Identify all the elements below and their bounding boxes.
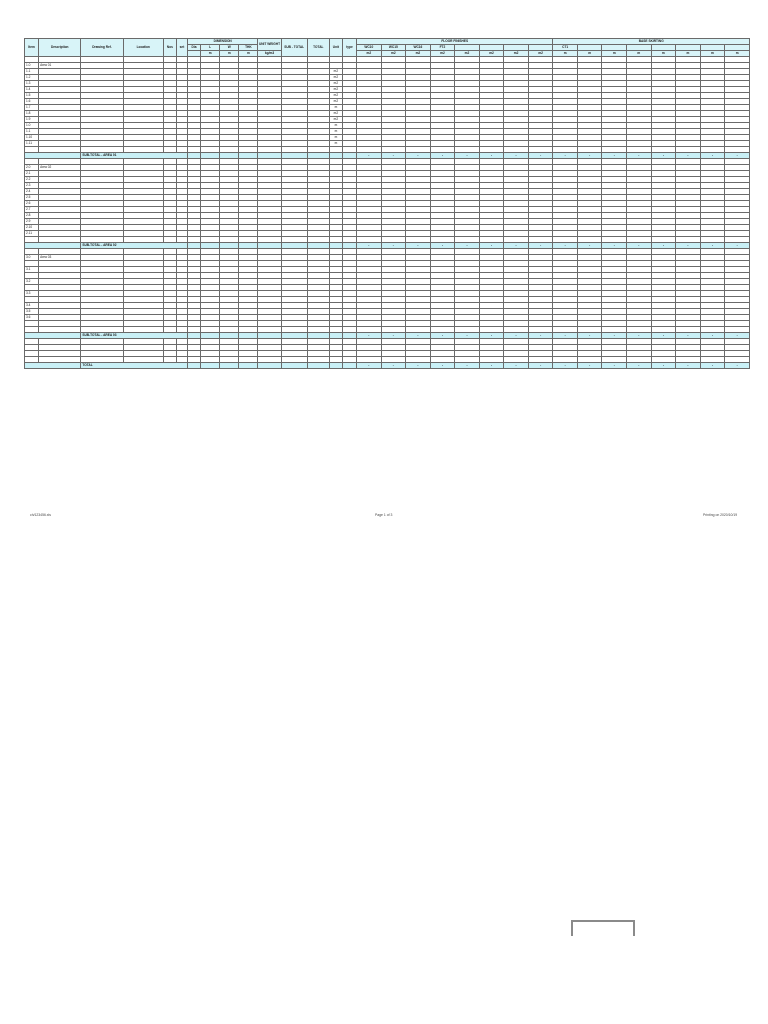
total-value: - (528, 363, 553, 369)
subtotal-label: SUB-TOTAL - AREA 03 (81, 333, 188, 339)
grid-cell (188, 363, 201, 369)
header-bs-unit: m (553, 51, 578, 57)
subtotal-value: - (479, 333, 504, 339)
grid-cell (329, 363, 342, 369)
unit-value: m (329, 105, 342, 111)
header-type: type (342, 39, 356, 57)
unit-value: m (329, 141, 342, 147)
subtotal-value: - (455, 333, 480, 339)
item-number: 1.9 (25, 117, 39, 123)
unit-value: m (329, 123, 342, 129)
header-bs-unit: m (627, 51, 652, 57)
item-number: 2.3 (25, 183, 39, 189)
header-bs-unit: m (577, 51, 602, 57)
item-number: 2.7 (25, 207, 39, 213)
header-l: L (201, 45, 220, 51)
item-number: 1.8 (25, 111, 39, 117)
unit-value: m2 (329, 75, 342, 81)
item-number: 3.2 (25, 279, 39, 285)
total-value: - (651, 363, 676, 369)
total-value: - (602, 363, 627, 369)
takeoff-grid (24, 38, 750, 369)
footer-filename: ch/123456.xls (30, 513, 51, 517)
item-number: 2.2 (25, 177, 39, 183)
header-bs-unit: m (700, 51, 725, 57)
subtotal-value: - (357, 243, 382, 249)
subtotal-value: - (430, 153, 455, 159)
section-name: Area 02 (39, 165, 81, 171)
subtotal-value: - (627, 243, 652, 249)
subtotal-label: SUB-TOTAL - AREA 01 (81, 153, 188, 159)
header-bs-unit: m (676, 51, 701, 57)
header-description: Description (39, 39, 81, 57)
header-item: Item (25, 39, 39, 57)
header-bs-code: CT1 (553, 45, 578, 51)
unit-value: m2 (329, 93, 342, 99)
subtotal-value: - (627, 333, 652, 339)
item-number: 2.5 (25, 195, 39, 201)
subtotal-value: - (430, 243, 455, 249)
section-name: Area 03 (39, 255, 81, 261)
item-number: 3.1 (25, 267, 39, 273)
item-number: 3.4 (25, 303, 39, 309)
item-number: 1.1 (25, 69, 39, 75)
subtotal-value: - (504, 153, 529, 159)
total-value: - (553, 363, 578, 369)
header-ff-unit: m2 (406, 51, 431, 57)
subtotal-value: - (725, 243, 750, 249)
subtotal-value: - (528, 333, 553, 339)
subtotal-value: - (651, 243, 676, 249)
item-number: 2.9 (25, 219, 39, 225)
subtotal-value: - (651, 333, 676, 339)
section-number: 1.0 (25, 63, 39, 69)
header-unit: Unit (329, 39, 342, 57)
header-unit-w: m (220, 51, 239, 57)
header-set: set (176, 39, 187, 57)
total-row (25, 363, 750, 369)
header-ff-unit: m2 (528, 51, 553, 57)
item-number: 2.6 (25, 201, 39, 207)
item-number: 3.6 (25, 315, 39, 321)
header-total: TOTAL (307, 39, 329, 57)
total-value: - (577, 363, 602, 369)
subtotal-value: - (676, 243, 701, 249)
header-w: W (220, 45, 239, 51)
subtotal-value: - (577, 243, 602, 249)
header-ff-unit: m2 (381, 51, 406, 57)
header-dia: Dia (188, 45, 201, 51)
scroll-bracket-shape (571, 920, 635, 936)
header-base-skirting: BASE SKIRTING (553, 39, 750, 45)
unit-value: m2 (329, 111, 342, 117)
unit-value: m2 (329, 87, 342, 93)
subtotal-value: - (700, 333, 725, 339)
subtotal-value: - (479, 153, 504, 159)
item-number: 1.1 (25, 129, 39, 135)
section-name: Area 01 (39, 63, 81, 69)
subtotal-value: - (577, 153, 602, 159)
total-value: - (725, 363, 750, 369)
unit-value: m2 (329, 99, 342, 105)
subtotal-value: - (528, 243, 553, 249)
header-bs-unit: m (725, 51, 750, 57)
header-bs-unit: m (602, 51, 627, 57)
item-number: 1.10 (25, 135, 39, 141)
total-value: - (430, 363, 455, 369)
header-ff-unit: m2 (430, 51, 455, 57)
grid-cell (281, 363, 307, 369)
subtotal-value: - (602, 153, 627, 159)
subtotal-value: - (381, 243, 406, 249)
subtotal-value: - (725, 153, 750, 159)
item-number: 1.3 (25, 81, 39, 87)
subtotal-value: - (357, 153, 382, 159)
subtotal-value: - (553, 333, 578, 339)
subtotal-value: - (602, 243, 627, 249)
subtotal-value: - (725, 333, 750, 339)
header-thk: THK (239, 45, 258, 51)
item-number: 1.7 (25, 105, 39, 111)
subtotal-value: - (406, 243, 431, 249)
header-ff-unit: m2 (504, 51, 529, 57)
item-number: 1.11 (25, 141, 39, 147)
header-unit-thk: m (239, 51, 258, 57)
header-ff-code: WC10 (357, 45, 382, 51)
subtotal-value: - (700, 153, 725, 159)
subtotal-value: - (479, 243, 504, 249)
header-drawing-ref: Drawing Ref. (81, 39, 123, 57)
subtotal-value: - (553, 153, 578, 159)
header-location: Location (123, 39, 163, 57)
header-dimension: DIMENSION (188, 39, 258, 45)
item-number: 1.4 (25, 87, 39, 93)
item-number: 1.2 (25, 75, 39, 81)
item-number: 2.1 (25, 171, 39, 177)
header-nos: Nos (163, 39, 176, 57)
quantity-takeoff-table (24, 38, 750, 396)
item-number: 2.8 (25, 213, 39, 219)
subtotal-value: - (602, 333, 627, 339)
unit-value: m2 (329, 69, 342, 75)
item-number: 3.3 (25, 291, 39, 297)
header-ff-code: WC15 (381, 45, 406, 51)
subtotal-value: - (676, 153, 701, 159)
subtotal-value: - (381, 153, 406, 159)
item-number: 2.10 (25, 225, 39, 231)
grid-cell (239, 363, 258, 369)
total-value: - (504, 363, 529, 369)
header-ff-unit: m2 (479, 51, 504, 57)
section-number: 3.0 (25, 255, 39, 261)
total-value: - (357, 363, 382, 369)
header-floor-finishes: FLOOR FINISHES (357, 39, 553, 45)
grid-cell (201, 363, 220, 369)
header-sub-total: SUB - TOTAL (281, 39, 307, 57)
subtotal-value: - (528, 153, 553, 159)
header-ff-unit: m2 (357, 51, 382, 57)
total-value: - (406, 363, 431, 369)
grid-cell (258, 363, 281, 369)
header-unit-l: m (201, 51, 220, 57)
header-bs-unit: m (651, 51, 676, 57)
section-number: 2.0 (25, 165, 39, 171)
footer-page-number: Page 1 of 3 (375, 513, 393, 517)
subtotal-value: - (577, 333, 602, 339)
subtotal-value: - (406, 333, 431, 339)
header-ff-code: FT2 (430, 45, 455, 51)
subtotal-value: - (455, 243, 480, 249)
total-value: - (455, 363, 480, 369)
item-number: 2.4 (25, 189, 39, 195)
total-value: - (700, 363, 725, 369)
subtotal-value: - (455, 153, 480, 159)
grid-cell (342, 363, 356, 369)
total-blank (25, 363, 81, 369)
header-ff-code: WC16 (406, 45, 431, 51)
unit-value: m (329, 135, 342, 141)
item-number: 1.0 (25, 123, 39, 129)
item-number: 1.5 (25, 93, 39, 99)
grid-cell (307, 363, 329, 369)
unit-value: m (329, 129, 342, 135)
subtotal-value: - (627, 153, 652, 159)
subtotal-value: - (504, 333, 529, 339)
total-value: - (381, 363, 406, 369)
subtotal-value: - (504, 243, 529, 249)
subtotal-value: - (406, 153, 431, 159)
item-number: 3.5 (25, 309, 39, 315)
subtotal-value: - (381, 333, 406, 339)
header-unit-weight-unit: kg/m3 (258, 51, 281, 57)
subtotal-value: - (553, 243, 578, 249)
subtotal-value: - (357, 333, 382, 339)
total-label: TOTAL (81, 363, 188, 369)
subtotal-value: - (700, 243, 725, 249)
subtotal-value: - (676, 333, 701, 339)
grid-cell (220, 363, 239, 369)
header-ff-unit: m2 (455, 51, 480, 57)
total-value: - (676, 363, 701, 369)
footer-print-date: Printing on 2020/10/19 (703, 513, 738, 517)
total-value: - (479, 363, 504, 369)
total-value: - (627, 363, 652, 369)
subtotal-label: SUB-TOTAL - AREA 02 (81, 243, 188, 249)
unit-value: m2 (329, 81, 342, 87)
header-unit-weight: UNIT WEIGHT (258, 39, 281, 51)
subtotal-value: - (651, 153, 676, 159)
subtotal-value: - (430, 333, 455, 339)
unit-value: m2 (329, 117, 342, 123)
item-number: 1.6 (25, 99, 39, 105)
item-number: 2.11 (25, 231, 39, 237)
